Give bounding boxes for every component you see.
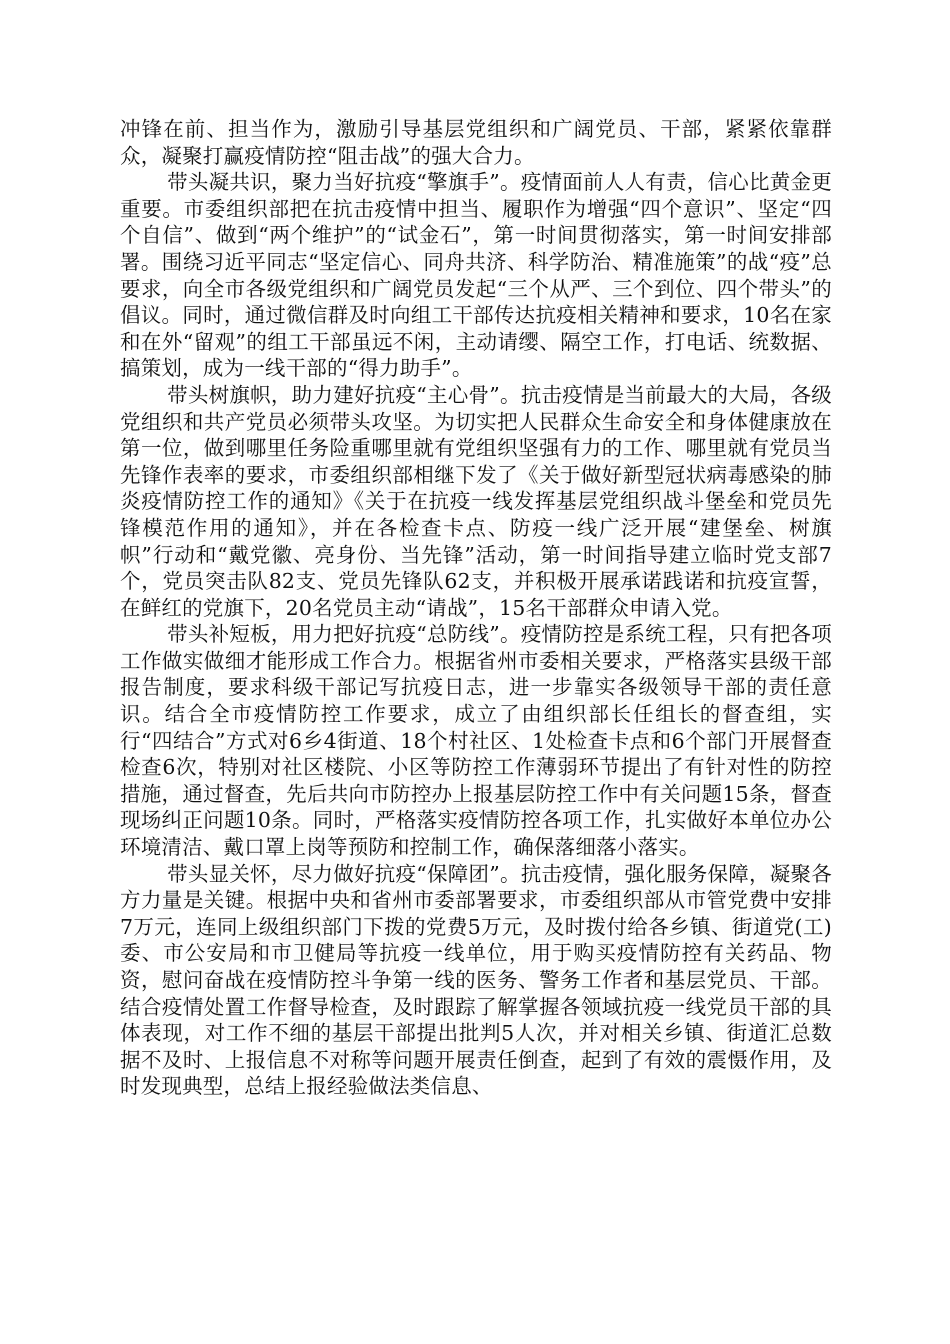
paragraph-continued: 冲锋在前、担当作为，激励引导基层党组织和广阔党员、干部，紧紧依靠群众，凝聚打赢疫情防控“阻击战”的强大合力。 [120,117,832,168]
paragraph-care: 带头显关怀，尽力做好抗疫“保障团”。抗击疫情，强化服务保障，凝聚各方力量是关键。根据中央和省州市委部署要求，市委组织部从市管党费中安排7万元，连同上级组织部门下拨的党费5万元，及时拨付给各乡镇、街道党(工)委、市公安局和市卫健局等抗疫一线单位，用于购买疫情防控有关药品、物资，慰问奋战在疫情防控斗争第一线的医务、警务工作者和基层党员、干部。结合疫情处置工作督导检查，及时跟踪了解掌握各领域抗疫一线党员干部的具体表现，对工作不细的基层干部提出批判5人次，并对相关乡镇、街道汇总数据不及时、上报信息不对称等问题开展责任倒查，起到了有效的震慑作用，及时发现典型，总结上报经验做法类信息、 [120,861,832,1099]
paragraph-consensus: 带头凝共识，聚力当好抗疫“擎旗手”。疫情面前人人有责，信心比黄金更重要。市委组织部把在抗击疫情中担当、履职作为增强“四个意识”、坚定“四个自信”、做到“两个维护”的“试金石”，第一时间贯彻落实，第一时间安排部署。围绕习近平同志“坚定信心、同舟共济、科学防治、精准施策”的战“疫”总要求，向全市各级党组织和广阔党员发起“三个从严、三个到位、四个带头”的倡议。同时，通过微信群及时向组工干部传达抗疫相关精神和要求，10名在家和在外“留观”的组工干部虽远不闲，主动请缨、隔空工作，打电话、统数据、搞策划，成为一线干部的“得力助手”。 [120,170,832,381]
paragraph-banner: 带头树旗帜，助力建好抗疫“主心骨”。抗击疫情是当前最大的大局，各级党组织和共产党员必须带头攻坚。为切实把人民群众生命安全和身体健康放在第一位，做到哪里任务险重哪里就有党组织坚强有力的工作、哪里就有党员当先锋作表率的要求，市委组织部相继下发了《关于做好新型冠状病毒感染的肺炎疫情防控工作的通知》《关于在抗疫一线发挥基层党组织战斗堡垒和党员先锋模范作用的通知》，并在各检查卡点、防疫一线广泛开展“建堡垒、树旗帜”行动和“戴党徽、亮身份、当先锋”活动，第一时间指导建立临时党支部7个，党员突击队82支、党员先锋队62支，并积极开展承诺践诺和抗疫宣誓，在鲜红的党旗下，20名党员主动“请战”，15名干部群众申请入党。 [120,382,832,620]
paragraph-defense-line: 带头补短板，用力把好抗疫“总防线”。疫情防控是系统工程，只有把各项工作做实做细才能形成工作合力。根据省州市委相关要求，严格落实县级干部报告制度，要求科级干部记写抗疫日志，进一步靠实各级领导干部的责任意识。结合全市疫情防控工作要求，成立了由组织部长任组长的督查组，实行“四结合”方式对6乡4街道、18个村社区、1处检查卡点和6个部门开展督查检查6次，特别对社区楼院、小区等防控工作薄弱环节提出了有针对性的防控措施，通过督查，先后共向市防控办上报基层防控工作中有关问题15条，督查现场纠正问题10条。同时，严格落实疫情防控各项工作，扎实做好本单位办公环境清洁、戴口罩上岗等预防和控制工作，确保落细落小落实。 [120,622,832,860]
document-body [120,116,832,1100]
